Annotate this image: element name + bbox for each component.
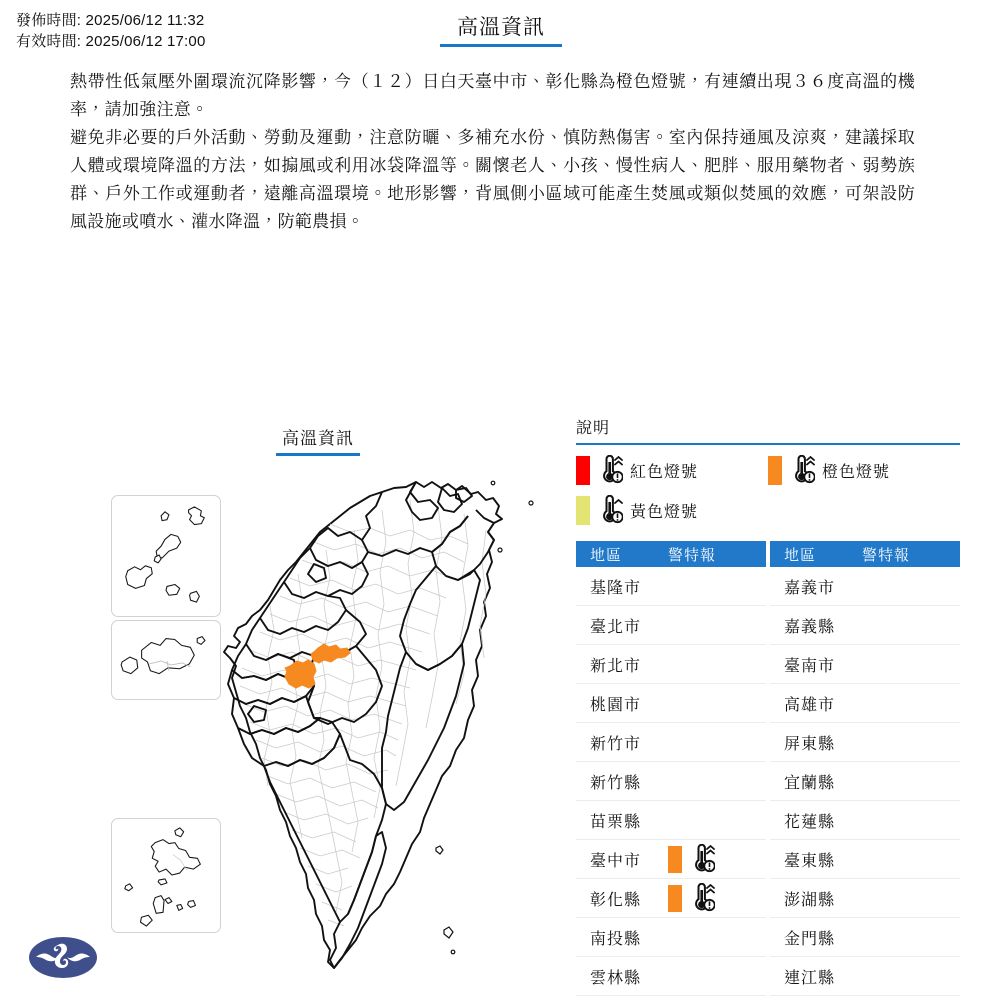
region-name: 桃園市 <box>590 696 642 714</box>
region-name: 基隆市 <box>590 579 642 597</box>
warning-cell <box>668 606 766 644</box>
yellow-signal-bar <box>576 496 590 525</box>
table-row[interactable] <box>770 762 960 801</box>
header-warning: 警特報 <box>668 546 717 564</box>
region-name: 臺北市 <box>590 618 642 636</box>
header-region: 地區 <box>590 546 623 564</box>
region-name: 宜蘭縣 <box>784 774 836 792</box>
table-row[interactable] <box>770 879 960 918</box>
region-name: 花蓮縣 <box>784 813 836 831</box>
warning-cell <box>668 762 766 800</box>
region-name: 新北市 <box>590 657 642 675</box>
table-row[interactable] <box>770 606 960 645</box>
thermometer-warning-icon <box>787 455 815 485</box>
warning-cell <box>668 840 766 878</box>
region-name: 新竹市 <box>590 735 642 753</box>
legend-row-2 <box>576 495 960 525</box>
advisory-paragraph-2: 避免非必要的戶外活動、勞動及運動，注意防曬、多補充水份、慎防熱傷害。室內保持通風及涼爽，建議採取人體或環境降溫的方法，如搧風或利用冰袋降溫等。關懷老人、小孩、慢性病人、肥胖、服用藥物者、弱勢族群、戶外工作或運動者，遠離高溫環境。地形影響，背風側小區域可能產生焚風或類似焚風的效應，可架設防風設施或噴水、灌水降溫，防範農損。 <box>70 128 915 231</box>
thermometer-warning-icon <box>595 495 623 525</box>
table-row[interactable] <box>770 723 960 762</box>
warning-cell <box>668 645 766 683</box>
thermometer-warning-icon <box>687 844 715 874</box>
warning-cell <box>862 684 960 722</box>
warning-cell <box>862 606 960 644</box>
header-timestamps <box>16 10 206 52</box>
kinmen-inset <box>111 620 221 700</box>
warning-table-column-right <box>770 541 960 996</box>
region-name: 高雄市 <box>784 696 836 714</box>
warning-cell <box>668 801 766 839</box>
warning-cell <box>668 918 766 956</box>
table-header <box>770 541 960 567</box>
advisory-text <box>70 68 915 236</box>
orange-signal-bar <box>768 456 782 485</box>
region-name: 澎湖縣 <box>784 891 836 909</box>
legend-row-1 <box>576 455 960 485</box>
table-row[interactable] <box>770 840 960 879</box>
map-panel <box>100 425 560 995</box>
table-row[interactable] <box>770 918 960 957</box>
table-row[interactable] <box>576 684 766 723</box>
warning-cell <box>862 879 960 917</box>
warning-cell <box>862 918 960 956</box>
warning-cell <box>862 801 960 839</box>
region-name: 臺東縣 <box>784 852 836 870</box>
advisory-paragraph-1: 熱帶性低氣壓外圍環流沉降影響，今（１２）日白天臺中市、彰化縣為橙色燈號，有連續出現３６度高溫的機率，請加強注意。 <box>70 72 915 119</box>
region-name: 金門縣 <box>784 930 836 948</box>
legend-item-orange <box>768 455 960 485</box>
table-row[interactable] <box>576 762 766 801</box>
region-name: 嘉義縣 <box>784 618 836 636</box>
warning-cell <box>862 762 960 800</box>
side-panel <box>576 418 960 996</box>
region-name: 嘉義市 <box>784 579 836 597</box>
table-row[interactable] <box>770 684 960 723</box>
warning-cell <box>668 879 766 917</box>
orange-signal-bar <box>668 846 682 873</box>
region-name: 新竹縣 <box>590 774 642 792</box>
table-header <box>576 541 766 567</box>
map-title: 高溫資訊 <box>276 428 360 456</box>
legend-label-orange: 橙色燈號 <box>822 463 891 481</box>
table-row[interactable] <box>576 567 766 606</box>
warning-cell <box>862 723 960 761</box>
warning-cell <box>862 645 960 683</box>
table-row[interactable] <box>770 567 960 606</box>
table-row[interactable] <box>576 606 766 645</box>
table-row[interactable] <box>770 645 960 684</box>
taiwan-map[interactable] <box>210 470 550 990</box>
region-name: 臺南市 <box>784 657 836 675</box>
region-name: 雲林縣 <box>590 969 642 987</box>
warning-cell <box>668 723 766 761</box>
table-row[interactable] <box>576 723 766 762</box>
penghu-inset <box>111 818 221 933</box>
warning-cell <box>862 957 960 995</box>
region-name: 屏東縣 <box>784 735 836 753</box>
legend-title: 說明 <box>576 418 960 445</box>
table-row[interactable] <box>770 801 960 840</box>
region-name: 臺中市 <box>590 852 642 870</box>
header-region: 地區 <box>784 546 817 564</box>
table-row[interactable] <box>576 918 766 957</box>
warning-cell <box>668 957 766 995</box>
table-row[interactable] <box>576 879 766 918</box>
table-row[interactable] <box>576 801 766 840</box>
table-row[interactable] <box>770 957 960 996</box>
legend-item-yellow <box>576 495 768 525</box>
cwa-logo <box>28 935 98 980</box>
issued-time: 發佈時間: 2025/06/12 11:32 <box>16 12 205 29</box>
thermometer-warning-icon <box>687 883 715 913</box>
matsu-inset <box>111 495 221 617</box>
table-row[interactable] <box>576 645 766 684</box>
warning-table-column-left <box>576 541 766 996</box>
header-warning: 警特報 <box>862 546 911 564</box>
valid-time: 有效時間: 2025/06/12 17:00 <box>16 33 206 50</box>
region-name: 彰化縣 <box>590 891 642 909</box>
region-name: 苗栗縣 <box>590 813 642 831</box>
page-title: 高溫資訊 <box>440 15 562 47</box>
thermometer-warning-icon <box>595 455 623 485</box>
legend-label-red: 紅色燈號 <box>630 463 699 481</box>
table-row[interactable] <box>576 840 766 879</box>
warning-table <box>576 541 960 996</box>
region-name: 連江縣 <box>784 969 836 987</box>
region-name: 南投縣 <box>590 930 642 948</box>
warning-cell <box>862 567 960 605</box>
warning-cell <box>668 684 766 722</box>
legend-item-red <box>576 455 768 485</box>
red-signal-bar <box>576 456 590 485</box>
warning-cell <box>862 840 960 878</box>
legend-label-yellow: 黃色燈號 <box>630 503 699 521</box>
warning-cell <box>668 567 766 605</box>
table-row[interactable] <box>576 957 766 996</box>
orange-signal-bar <box>668 885 682 912</box>
